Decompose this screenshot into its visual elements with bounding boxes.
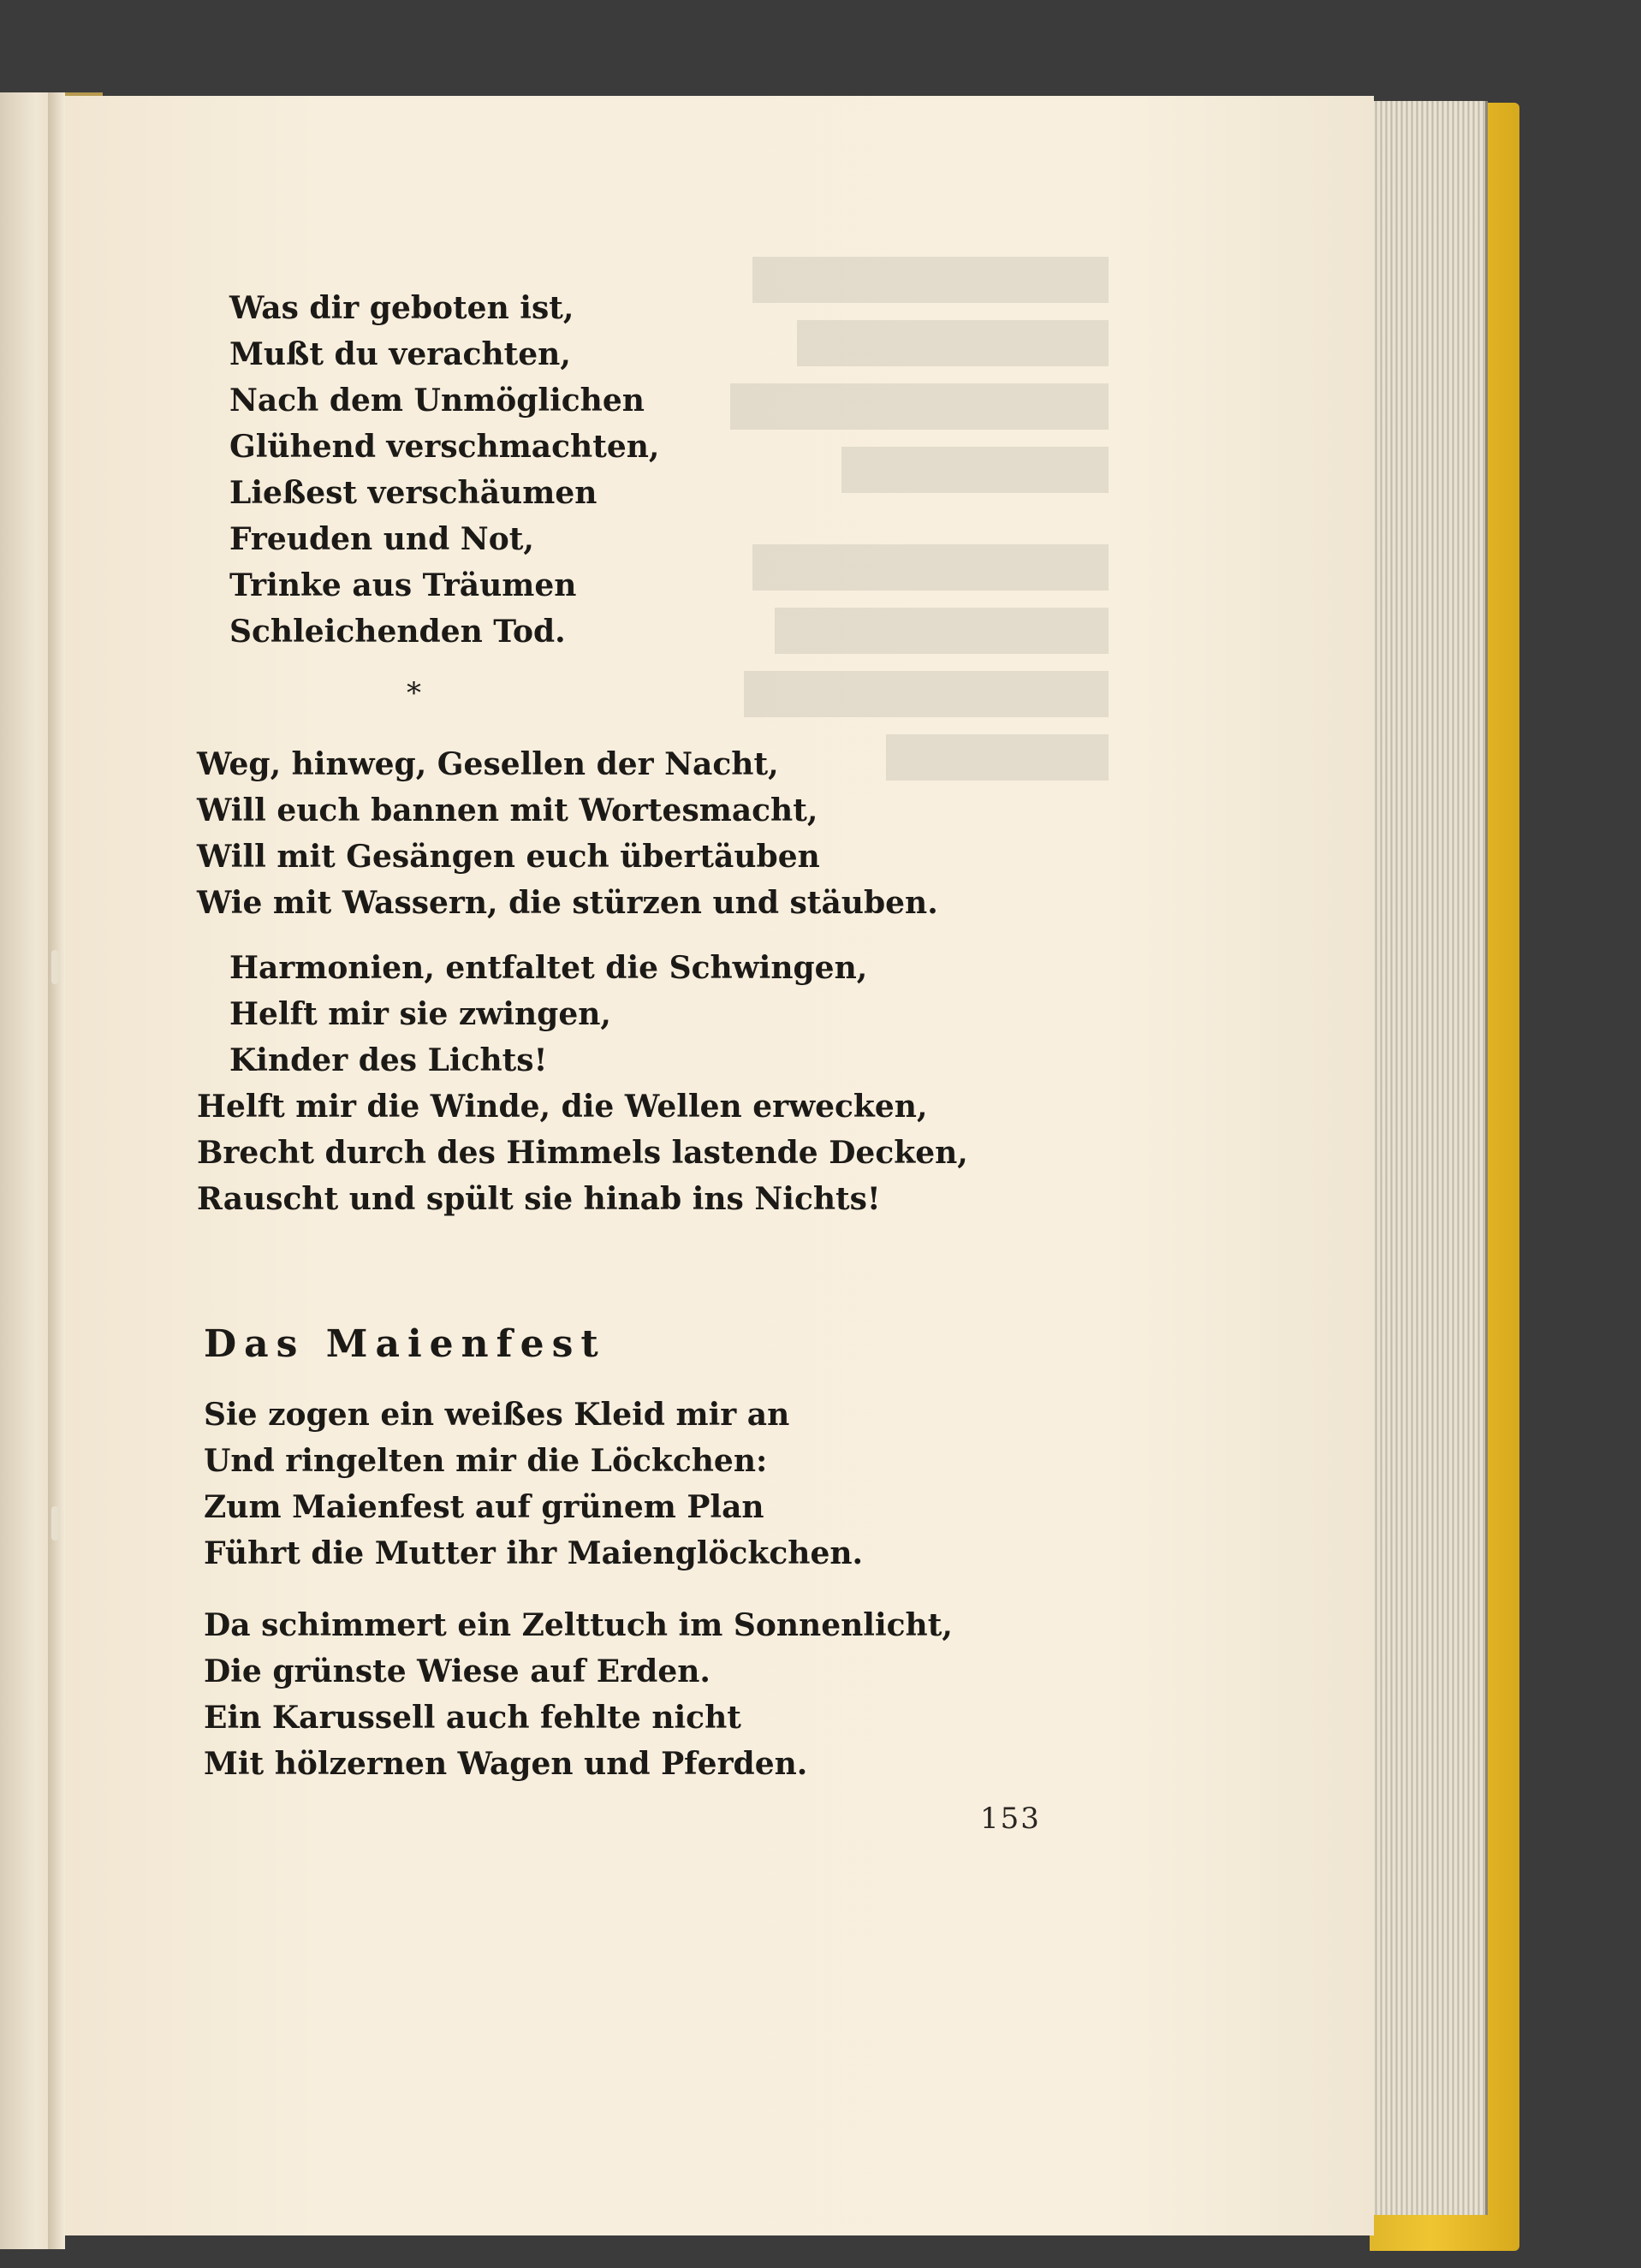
stanza-5 bbox=[204, 1602, 953, 1787]
verse-line: Helft mir die Winde, die Wellen erwecken, bbox=[197, 1089, 928, 1125]
verse-line: Glühend verschmachten, bbox=[229, 429, 660, 465]
verse-line: Will mit Gesängen euch übertäuben bbox=[197, 839, 820, 875]
verse-line: Mit hölzernen Wagen und Pferden. bbox=[204, 1746, 808, 1782]
binding-thread bbox=[51, 1506, 58, 1541]
verse-line: Wie mit Wassern, die stürzen und stäuben. bbox=[197, 885, 938, 921]
verse-line: Mußt du verachten, bbox=[229, 336, 571, 372]
verse-line: Nach dem Unmöglichen bbox=[229, 383, 645, 419]
verse-line: Rauscht und spült sie hinab ins Nichts! bbox=[197, 1181, 881, 1217]
page-stack-edges bbox=[1357, 101, 1488, 2215]
verse-line: Harmonien, entfaltet die Schwingen, bbox=[229, 950, 868, 986]
stanza-1 bbox=[229, 285, 659, 655]
stanza-3-rest bbox=[197, 1084, 968, 1222]
verse-line: Brecht durch des Himmels lastende Decken, bbox=[197, 1135, 968, 1171]
verse-line: Führt die Mutter ihr Maienglöckchen. bbox=[204, 1535, 864, 1571]
verse-line: Weg, hinweg, Gesellen der Nacht, bbox=[197, 746, 779, 782]
section-separator: * bbox=[407, 676, 421, 710]
stanza-3-indented bbox=[229, 945, 867, 1084]
verse-line: Ließest verschäumen bbox=[229, 475, 598, 511]
verse-line: Sie zogen ein weißes Kleid mir an bbox=[204, 1397, 790, 1433]
stanza-4 bbox=[204, 1392, 863, 1576]
spine-gutter bbox=[48, 92, 65, 2249]
verse-line: Freuden und Not, bbox=[229, 521, 534, 557]
verse-line: Da schimmert ein Zelttuch im Sonnenlicht, bbox=[204, 1607, 953, 1643]
stanza-2 bbox=[197, 741, 938, 926]
verse-line: Zum Maienfest auf grünem Plan bbox=[204, 1489, 764, 1525]
binding-thread bbox=[51, 950, 58, 984]
verse-line: Kinder des Lichts! bbox=[229, 1042, 548, 1078]
verse-line: Will euch bannen mit Wortesmacht, bbox=[197, 793, 818, 828]
poem-title: Das Maienfest bbox=[204, 1322, 606, 1366]
verse-line: Schleichenden Tod. bbox=[229, 614, 566, 650]
verse-line: Trinke aus Träumen bbox=[229, 567, 577, 603]
verse-line: Die grünste Wiese auf Erden. bbox=[204, 1654, 711, 1689]
page-number: 153 bbox=[980, 1802, 1041, 1836]
verse-line: Was dir geboten ist, bbox=[229, 290, 574, 326]
verse-line: Helft mir sie zwingen, bbox=[229, 996, 611, 1032]
verse-line: Ein Karussell auch fehlte nicht bbox=[204, 1700, 741, 1736]
verse-line: Und ringelten mir die Löckchen: bbox=[204, 1443, 768, 1479]
